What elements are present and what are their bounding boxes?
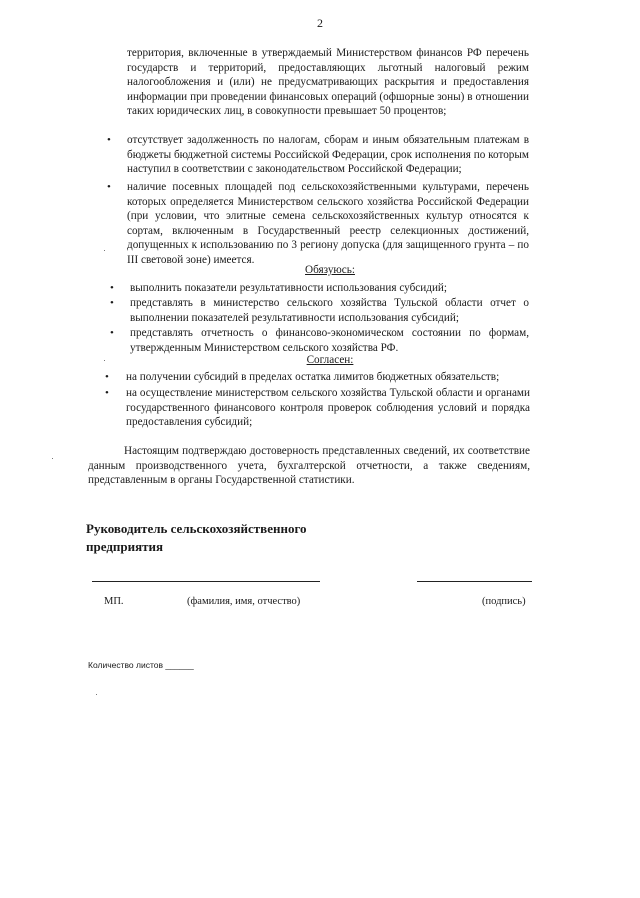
bullet-marker: •: [105, 371, 109, 383]
signature-caption: (подпись): [482, 596, 526, 607]
bullet-marker: •: [107, 134, 111, 146]
bullet-marker: •: [105, 387, 109, 399]
scan-speck: [96, 694, 97, 695]
obligations-heading: Обязуюсь:: [305, 264, 355, 276]
scan-speck: [104, 250, 105, 251]
consent-heading: Согласен:: [306, 354, 354, 366]
sheet-count: Количество листов ______: [88, 660, 194, 670]
bullet-marker: •: [110, 327, 114, 339]
consent-item: на получении субсидий в пределах остатка лимитов бюджетных обязательств;: [126, 371, 500, 383]
stamp-label: МП.: [104, 596, 124, 607]
page-number: 2: [317, 16, 323, 30]
signatory-title: предприятия: [86, 539, 164, 554]
consent-item: на осуществление министерством сельского хозяйства Тульской области и органами государственного финансового контроля проверок соблюдения условий и порядка предоставления субсидий;: [126, 387, 530, 429]
obligation-item: выполнить показатели результативности использования субсидий;: [130, 282, 448, 294]
bullet-marker: •: [110, 297, 114, 309]
obligation-item: представлять в министерство сельского хозяйства Тульской области отчет о выполнении показателей результативности использования субсидий;: [130, 297, 529, 324]
name-caption: (фамилия, имя, отчество): [187, 596, 301, 607]
continuation-paragraph: территория, включенные в утверждаемый Министерством финансов РФ перечень государств и территорий, предоставляющих льготный налоговый режим налогообложения и (или) не предусматривающих раскрытия и предоставления информации при проведении финансовых операций (офшорные зоны) в отношении таких юридических лиц, в совокупности превышает 50 процентов;: [127, 47, 529, 118]
bullet-marker: •: [107, 181, 111, 193]
scan-speck: [104, 360, 105, 361]
condition-item: наличие посевных площадей под сельскохозяйственными культурами, перечень которых определяется Министерством сельского хозяйства Российской Федерации (при условии, что элитные семена сельскохозяйственных культур относятся к сортам, включенным в Государственный реестр селекционных достижений, допущенных к использованию по 3 региону допуска (для защищенного грунта – по III световой зоне) имеется.: [127, 181, 529, 266]
name-line: [92, 581, 320, 582]
bullet-marker: •: [110, 282, 114, 294]
obligation-item: представлять отчетность о финансово-экономическом состоянии по формам, утвержденным Министерством сельского хозяйства РФ.: [130, 327, 529, 354]
scan-speck: [52, 458, 53, 459]
signature-line: [417, 581, 532, 582]
condition-item: отсутствует задолженность по налогам, сборам и иным обязательным платежам в бюджеты бюджетной системы Российской Федерации, срок исполнения по которым наступил в соответствии с законодательством Российской Федерации;: [127, 134, 529, 176]
signatory-title: Руководитель сельскохозяйственного: [86, 521, 307, 536]
confirmation-paragraph: Настоящим подтверждаю достоверность представленных сведений, их соответствие данным производственного учета, бухгалтерской отчетности, а также сведениям, представленным в органы Государственной статистики.: [88, 445, 530, 487]
